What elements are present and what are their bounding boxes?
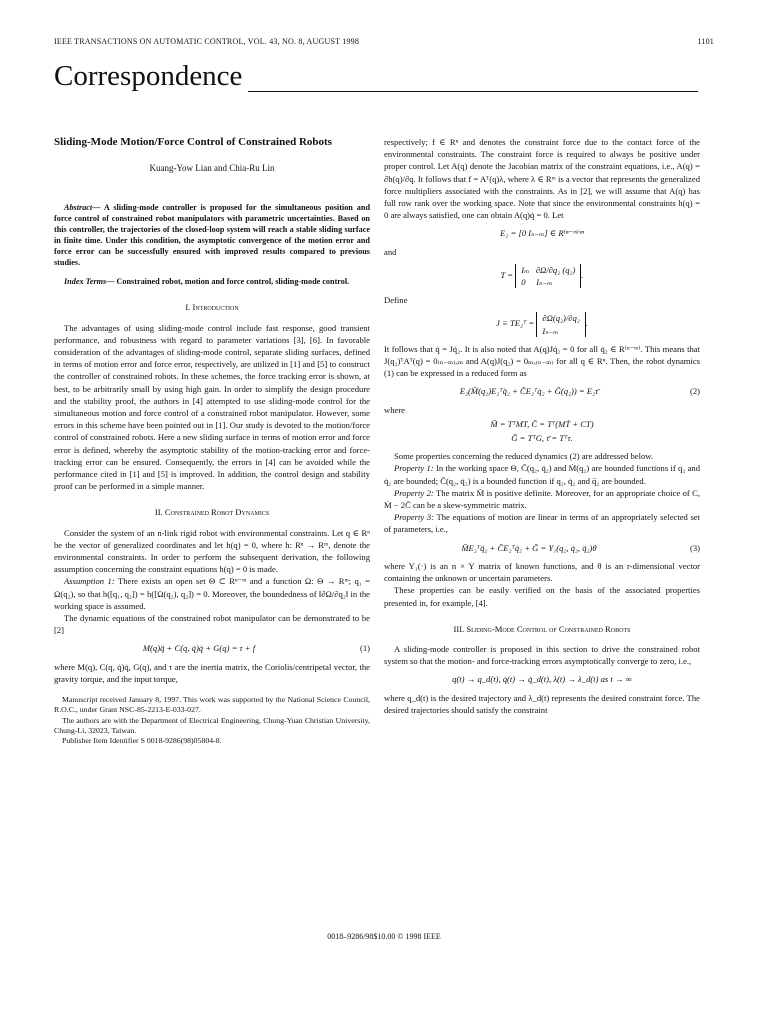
equation-3: [384, 542, 700, 554]
definition-line-1: M̄ = TᵀMT, C̄ = Tᵀ(MṪ + CT): [490, 418, 594, 429]
dynamics-paragraph-3: where M(q), C(q, q̇)q̇, G(q), and τ are the inertia matrix, the Coriolis/centripetal vector, the gravity torque, and the input torque,: [54, 661, 370, 684]
section-heading-2: II. Constrained Robot Dynamics: [154, 507, 270, 518]
footnote-line-2: The authors are with the Department of Electrical Engineering, Chung-Yuan Christian University, Chung-Li, 32023, Taiwan.: [54, 715, 370, 735]
running-head: [54, 37, 714, 46]
property-3-text: The equations of motion are linear in terms of an appropriately selected set of parameters, i.e.,: [384, 512, 700, 535]
matrix-J-r2: Iₙ₋ₘ: [542, 325, 559, 336]
abstract-label: Abstract—: [64, 203, 101, 213]
equation-4: q(t) → q_d(t), q̇(t) → q̇_d(t), λ(t) → λ_d(t) as t → ∞: [452, 674, 632, 685]
page-number: 1101: [697, 37, 714, 46]
right-paragraph-7: where q_d(t) is the desired trajectory and λ_d(t) represents the desired constraint force. The desired trajectories should satisfy the constraint: [384, 692, 700, 715]
equation-3-body: M̄E₂ᵀq̈₂ + C̄E₂ᵀq̇₂ + Ḡ = Y₁(q₂, q̇₂, q̈₂)θ: [461, 542, 597, 553]
section-heading-3: III. Sliding-Mode Control of Constrained Robots: [453, 623, 631, 634]
property-3: [384, 511, 700, 535]
matrix-T: [515, 264, 584, 288]
property-2-label: Property 2:: [394, 487, 434, 498]
matrix-J-r1: ∂Ω(q₂)/∂q₂: [542, 313, 580, 324]
right-paragraph-4: where Y₁(·) is an n × Y matrix of known functions, and θ is an r-dimensional vector containing the unknown or uncertain parameters.: [384, 560, 700, 584]
and-word: and: [384, 246, 397, 257]
property-1: [384, 462, 700, 486]
definition-line-2: Ḡ = TᵀG, τ̄ = Tᵀτ.: [511, 433, 573, 444]
equation-2-number: (2): [689, 386, 700, 397]
matrix-J: [536, 312, 585, 336]
equation-J: [384, 312, 700, 336]
authors: Kuang-Yow Lian and Chia-Ru Lin: [149, 163, 275, 174]
equation-J-lhs: J ≡ TE₂ᵀ =: [496, 318, 535, 329]
intro-paragraph: The advantages of using sliding-mode control include fast response, good transient performance, and robustness with regard to parameter variations [3], [6]. In favorable consideration of the advantages of sliding-mode control, separate sliding surfaces, defined in terms of motion error and force error, respectively, are utilized in [1] and [5] to construct the controller of constrained robots. In these schemes, the force tracking error is shown, at best, to be arbitrarily small by using high gain. In order to simplify the design procedure and the stability proof, the authors in [4] attempted to use sliding-mode control for the simultaneous motion and force control of a constrained robot manipulator. However, some errors in this scheme have been pointed out in [1]. Our study is devoted to the motion/force control of constrained robots. Here a new sliding surface in terms of motion error and force error is defined, whereby the asymptotic stability of the motion-tracking error and force-tracking error can be ensured. Consequently, the errors in [4] can be avoided while the performance cited in [1] and [5] is improved. In addition, the control design and stability proof can be performed in a simple manner.: [54, 322, 370, 492]
index-terms-label: Index Terms—: [64, 277, 115, 287]
right-paragraph-2: It follows that q̇ = Jq̇₂. It is also noted that A(q)Jq̇₂ = 0 for all q̇₂ ∈ R⁽ⁿ⁻ᵐ⁾. This means that J(q₂)ᵀAᵀ(q) = 0₍ₙ₋ₘ₎ₓₘ and A(q)J(q₂) = 0ₘₓ₍ₙ₋ₘ₎ for all q ∈ Rⁿ. Then, the robot dynamics (1) can be expressed in a reduced form as: [384, 343, 700, 379]
footnote-line-3: Publisher Item Identifier S 0018-9286(98)05804-8.: [62, 735, 222, 745]
copyright-footer: 0018–9286/98$10.00 © 1998 IEEE: [327, 932, 441, 941]
footnote: [54, 695, 370, 746]
equation-1-body: M(q)q̈ + C(q, q̇)q̇ + G(q) = τ + f: [142, 643, 256, 654]
equation-T: [384, 264, 700, 288]
right-paragraph-3: Some properties concerning the reduced dynamics (2) are addressed below.: [394, 451, 654, 462]
right-paragraph-1: respectively; f ∈ Rⁿ and denotes the constraint force due to the contact force of the environmental constraints. The constraint force is required to always be positive under proper control. Let A(q) denote the Jacobian matrix of the constraint equations, i.e., A(q) = ∂h(q)/∂q. It follows that f = Aᵀ(q)λ, where λ ∈ Rᵐ is a vector that represents the generalized force multipliers associated with the constraints. As in [2], we will assume that A(q) has full row rank over the working space. Note that since the environmental constraints h(q) = 0 are always satisfied, one can obtain A(q)q̇ = 0. Let: [384, 137, 700, 221]
property-1-text: In the working space Θ, C̄(q₂, q̇₂) and Ṁ(q₂) are bounded functions if q₂ and q̇₂ are bounded; C̄(q₂, q̇₂) is a bounded function if q₂, q̇₂ and q̈₂ are bounded.: [384, 463, 701, 486]
assumption-label: Assumption 1:: [64, 576, 115, 587]
abstract: [54, 202, 370, 268]
equation-1-number: (1): [359, 643, 370, 654]
right-paragraph-6: A sliding-mode controller is proposed in this section to drive the constrained robot system so that the motion- and force-tracking errors asymptotically converge to zero, i.e.,: [384, 643, 700, 667]
property-3-label: Property 3:: [394, 512, 435, 523]
equation-E2: E₂ = [0 Iₙ₋ₘ] ∈ R⁽ⁿ⁻ᵐ⁾ˣⁿ: [500, 228, 584, 239]
section-heading-1: I. Introduction: [185, 302, 239, 313]
abstract-text: A sliding-mode controller is proposed for the simultaneous position and force control of constrained robot manipulators with parametric uncertainties. Based on this controller, the trajectories of the closed-loop system will reach a stable sliding surface in finite time. Under this condition, the asymptotic convergence of the motion error and force error can be successfully ensured with improved results compared to previous studies.: [54, 203, 370, 268]
define-word: Define: [384, 295, 408, 306]
property-2-text: The matrix M̄ is positive definite. Moreover, for an appropriate choice of C, Ṁ − 2C̄ can be a skew-symmetric matrix.: [384, 487, 701, 511]
where-word: where: [384, 404, 405, 415]
matrix-T-r2c1: 0: [521, 277, 526, 288]
equation-T-lhs: T =: [500, 270, 514, 280]
journal-info: IEEE TRANSACTIONS ON AUTOMATIC CONTROL, VOL. 43, NO. 8, AUGUST 1998: [54, 37, 360, 46]
section-title: Correspondence: [54, 60, 243, 92]
right-column: [384, 136, 700, 716]
right-paragraph-5: These properties can be easily verified on the basis of the associated properties presented in, for example, [4].: [384, 585, 700, 608]
title-rule: [248, 91, 698, 92]
equation-2-body: E₂(M̄(q₂)E₂ᵀq̈₂ + C̄E₂ᵀq̇₂ + Ḡ(q₂)) = E₂τ̄: [459, 386, 599, 397]
matrix-T-r2c2: Iₙ₋ₘ: [536, 277, 553, 288]
assumption-1: [54, 575, 370, 612]
matrix-T-r1c1: Iₘ: [521, 264, 530, 275]
matrix-T-r1c2: ∂Ω/∂q₂ (q₂): [535, 264, 576, 275]
assumption-text: There exists an open set Θ ⊂ Rⁿ⁻ᵐ and a function Ω: Θ → Rᵐ; q₁ = Ω(q₂), so that h([q₁, q₂]) = h([Ω(q₂), q₂]) = 0. Moreover, the boundedness of ‖∂Ω/∂q₂‖ in the working space is assumed.: [54, 576, 371, 611]
equation-2: [384, 385, 700, 397]
equation-1: [54, 642, 370, 654]
equation-3-number: (3): [689, 542, 700, 553]
left-column: [54, 136, 370, 746]
index-terms-text: Constrained robot, motion and force control, sliding-mode control.: [116, 277, 350, 287]
property-1-label: Property 1:: [394, 463, 434, 474]
dynamics-paragraph-1: Consider the system of an n-link rigid robot with environmental constraints. Let q ∈ Rⁿ be the vector of generalized coordinates and let h(q) = 0, where h: Rⁿ → Rᵐ, denote the environmental constraints. In order to perform the subsequent derivation, the following assumption concerning the constraint equations h(q) = 0 is made.: [54, 527, 370, 575]
footnote-line-1: Manuscript received January 8, 1997. This work was supported by the National Science Council, R.O.C., under Grant NSC-85-2213-E-033-027.: [54, 695, 370, 715]
equation-T-end: .: [581, 270, 584, 280]
equation-J-end: .: [585, 318, 588, 329]
dynamics-paragraph-2: The dynamic equations of the constrained robot manipulator can be demonstrated to be [2]: [54, 613, 370, 636]
property-2: [384, 487, 700, 511]
paper-title: Sliding-Mode Motion/Force Control of Constrained Robots: [54, 136, 332, 148]
index-terms: [54, 276, 370, 287]
